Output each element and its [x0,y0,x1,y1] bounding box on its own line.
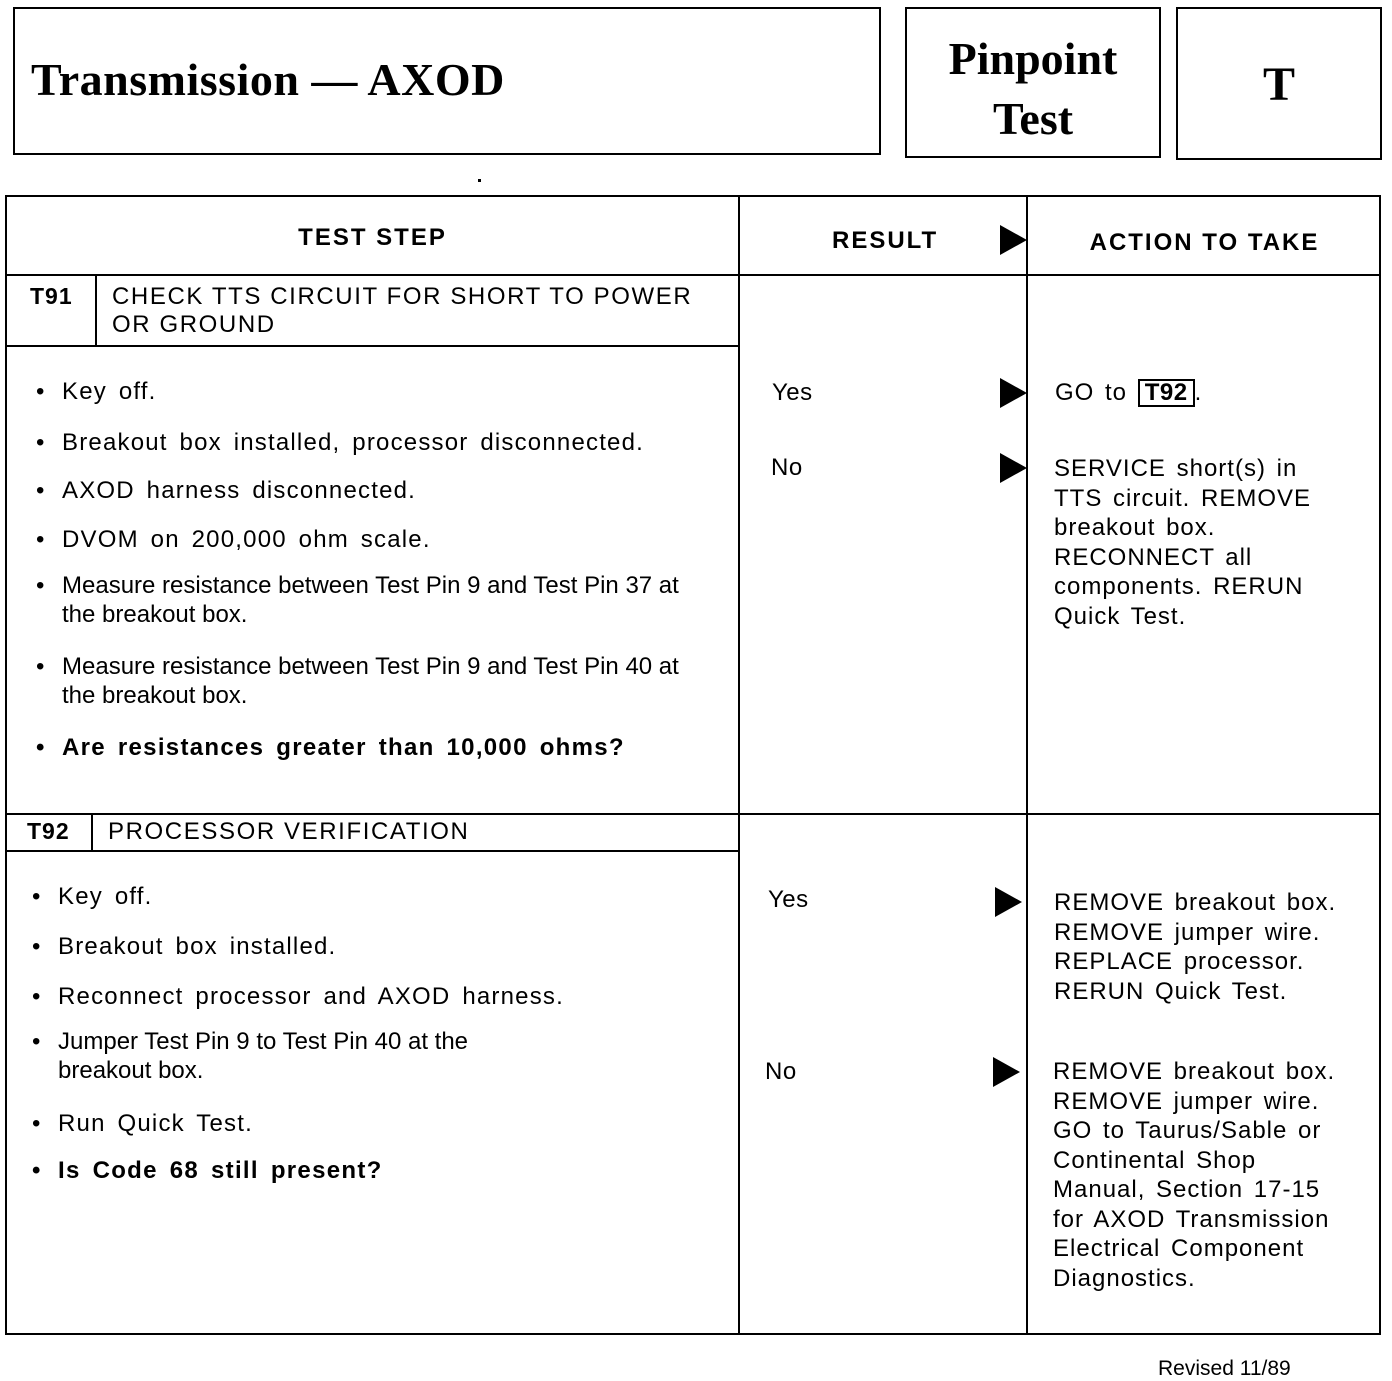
action-line: RERUN Quick Test. [1054,977,1288,1005]
t91-action-no [1054,454,1311,631]
list-item: • Are resistances greater than 10,000 ohms? [36,733,726,762]
title-box [13,7,881,155]
t91-no-arrow-icon [1000,453,1027,483]
header-row-divider [5,274,1381,276]
action-line: for AXOD Transmission [1053,1205,1330,1233]
test-letter-box [1176,7,1382,160]
header-arrow-icon [1000,225,1027,255]
pinpoint-test-box [905,7,1161,158]
stray-dot [478,179,481,182]
action-line: REMOVE jumper wire. [1054,918,1321,946]
column-header-test-step: TEST STEP [298,224,447,251]
action-line: Continental Shop [1053,1146,1257,1174]
step-id-t92: T92 [27,818,70,844]
action-line: RECONNECT all [1054,543,1253,571]
step-title-t91-line-2: OR GROUND [112,311,276,338]
list-item: • Breakout box installed, processor disconnected. [36,428,726,457]
list-item: • Measure resistance between Test Pin 9 and Test Pin 40 at the breakout box. [36,652,692,710]
list-item: • AXOD harness disconnected. [36,476,726,505]
t92-action-yes [1054,888,1336,1006]
t91-result-yes: Yes [772,379,813,406]
step-title-t91 [112,283,692,339]
list-item: • Is Code 68 still present? [32,1156,722,1185]
action-line: REMOVE jumper wire. [1053,1087,1320,1115]
column-divider-result [738,195,740,1335]
action-line: Diagnostics. [1053,1264,1196,1292]
list-item: • Run Quick Test. [32,1109,722,1138]
t91-yes-arrow-icon [1000,378,1027,408]
goto-t92-link[interactable]: T92 [1138,379,1195,407]
t92-yes-arrow-icon [995,887,1022,917]
action-line: breakout box. [1054,514,1216,541]
t92-no-arrow-icon [993,1057,1020,1087]
column-header-result: RESULT [832,227,939,254]
page-title: Transmission — AXOD [31,54,505,105]
test-letter: T [1262,58,1295,111]
t92-action-no [1053,1057,1335,1293]
t92-id-divider [91,813,93,851]
t92-step-list [32,882,722,1185]
t91-step-list [36,377,726,762]
t91-result-no: No [771,454,803,481]
step-title-t92: PROCESSOR VERIFICATION [108,818,470,845]
action-line: SERVICE short(s) in [1054,455,1298,482]
action-line: REMOVE breakout box. [1054,889,1337,916]
t91-id-divider [95,274,97,346]
t92-result-yes: Yes [768,886,809,913]
action-line: GO to Taurus/Sable or [1053,1117,1322,1144]
list-item: • Reconnect processor and AXOD harness. [32,982,722,1011]
t91-action-yes-prefix: GO to [1055,379,1128,406]
t92-title-divider [5,850,740,852]
t92-result-no: No [765,1058,797,1085]
list-item: • Measure resistance between Test Pin 9 and Test Pin 37 at the breakout box. [36,571,692,629]
list-item: • Key off. [32,882,722,911]
action-line: Quick Test. [1054,602,1187,630]
pinpoint-line-2: Test [992,93,1074,144]
action-line: REPLACE processor. [1054,948,1305,975]
t91-title-divider [5,345,740,347]
action-line: components. RERUN [1054,573,1304,600]
t91-action-yes-suffix: . [1194,379,1203,406]
list-item: • Key off. [36,377,726,406]
list-item: • DVOM on 200,000 ohm scale. [36,525,726,554]
step-id-t91: T91 [30,283,73,309]
pinpoint-line-1: Pinpoint [948,33,1118,84]
t91-action-yes [1055,378,1202,408]
action-line: REMOVE breakout box. [1053,1058,1336,1085]
column-divider-action [1026,195,1028,1335]
action-line: Electrical Component [1053,1235,1305,1262]
step-divider [5,813,1381,815]
action-line: TTS circuit. REMOVE [1054,484,1312,512]
column-header-action: ACTION TO TAKE [1089,229,1320,256]
revised-date: Revised 11/89 [1158,1357,1291,1380]
list-item: • Breakout box installed. [32,932,722,961]
step-title-t91-line-1: CHECK TTS CIRCUIT FOR SHORT TO POWER [112,283,693,310]
pinpoint-test-label [907,29,1159,149]
list-item: • Jumper Test Pin 9 to Test Pin 40 at the breakout box. [32,1027,528,1085]
action-line: Manual, Section 17-15 [1053,1176,1321,1203]
